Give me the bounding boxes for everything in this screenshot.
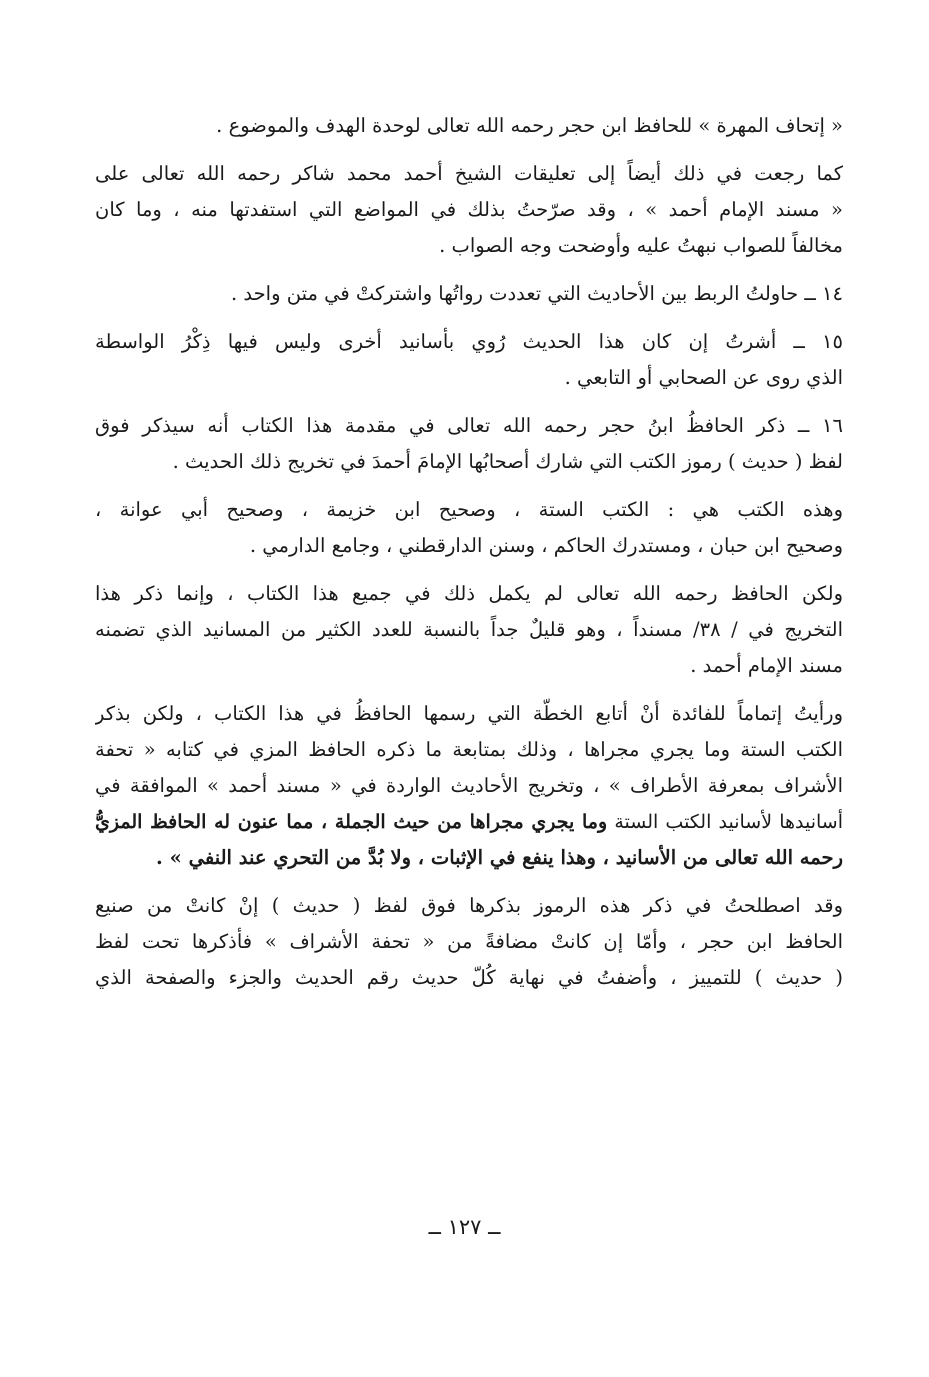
- paragraph: [95, 492, 843, 564]
- normal-text: أسانيدها لأسانيد الكتب الستة: [607, 811, 843, 833]
- text-line: ١٦ ــ ذكر الحافظُ ابنُ حجر رحمه الله تعالى في مقدمة هذا الكتاب أنه سيذكر فوق: [95, 414, 843, 437]
- text-line: ورأيتُ إتماماً للفائدة أنْ أتابع الخطّة التي رسمها الحافظُ في هذا الكتاب ، ولكن بذكر: [95, 702, 843, 725]
- page-body: [95, 108, 843, 1008]
- text-line: « مسند الإمام أحمد » ، وقد صرّحتُ بذلك في المواضع التي استفدتها منه ، وما كان: [95, 198, 843, 221]
- paragraph: [95, 276, 843, 312]
- text-line: مسند الإمام أحمد .: [690, 654, 843, 677]
- paragraph: [95, 156, 843, 264]
- paragraph: [95, 576, 843, 684]
- bold-text-line: رحمه الله تعالى من الأسانيد ، وهذا ينفع في الإثبات ، ولا بُدَّ من التحري عند النفي » .: [156, 846, 843, 869]
- text-line: « إتحاف المهرة » للحافظ ابن حجر رحمه الله تعالى لوحدة الهدف والموضوع .: [216, 114, 843, 137]
- text-line: الحافظ ابن حجر ، وأمّا إن كانتْ مضافةً من « تحفة الأشراف » فأذكرها تحت لفظ: [95, 930, 843, 953]
- paragraph: [95, 408, 843, 480]
- text-line: ولكن الحافظ رحمه الله تعالى لم يكمل ذلك في جميع هذا الكتاب ، وإنما ذكر هذا: [95, 582, 843, 605]
- text-line: كما رجعت في ذلك أيضاً إلى تعليقات الشيخ أحمد محمد شاكر رحمه الله تعالى على: [95, 162, 843, 185]
- text-line: ( حديث ) للتمييز ، وأضفتُ في نهاية كُلّ حديث رقم الحديث والجزء والصفحة الذي: [95, 966, 843, 989]
- text-line: الأشراف بمعرفة الأطراف » ، وتخريج الأحاديث الواردة في « مسند أحمد » الموافقة في: [95, 774, 843, 797]
- text-line: وهذه الكتب هي : الكتب الستة ، وصحيح ابن خزيمة ، وصحيح أبي عوانة ،: [95, 498, 843, 521]
- mixed-text-line: [95, 804, 843, 840]
- text-line: مخالفاً للصواب نبهتُ عليه وأوضحت وجه الصواب .: [439, 234, 843, 257]
- text-line: التخريج في / ٣٨/ مسنداً ، وهو قليلٌ جداً بالنسبة للعدد الكثير من المسانيد الذي تضمنه: [95, 618, 843, 641]
- text-line: الذي روى عن الصحابي أو التابعي .: [564, 366, 843, 389]
- text-line: وقد اصطلحتُ في ذكر هذه الرموز بذكرها فوق لفظ ( حديث ) إنْ كانتْ من صنيع: [95, 894, 843, 917]
- text-line: الكتب الستة وما يجري مجراها ، وذلك بمتابعة ما ذكره الحافظ المزي في كتابه « تحفة: [95, 738, 843, 761]
- paragraph: [95, 696, 843, 876]
- paragraph: [95, 888, 843, 996]
- paragraph: [95, 324, 843, 396]
- page-number: ــ ١٢٧ ــ: [428, 1215, 501, 1239]
- text-line: ١٥ ــ أشرتُ إن كان هذا الحديث رُوي بأسانيد أخرى وليس فيها ذِكْرُ الواسطة: [95, 330, 843, 353]
- text-line: ١٤ ــ حاولتُ الربط بين الأحاديث التي تعددت رواتُها واشتركتْ في متن واحد .: [231, 282, 843, 305]
- text-line: لفظ ( حديث ) رموز الكتب التي شارك أصحابُها الإمامَ أحمدَ في تخريج ذلك الحديث .: [172, 450, 843, 473]
- text-line: وصحيح ابن حبان ، ومستدرك الحاكم ، وسنن الدارقطني ، وجامع الدارمي .: [249, 534, 843, 557]
- bold-text: وما يجري مجراها من حيث الجملة ، مما عنون له الحافظ المزيُّ: [95, 811, 608, 833]
- paragraph: [95, 108, 843, 144]
